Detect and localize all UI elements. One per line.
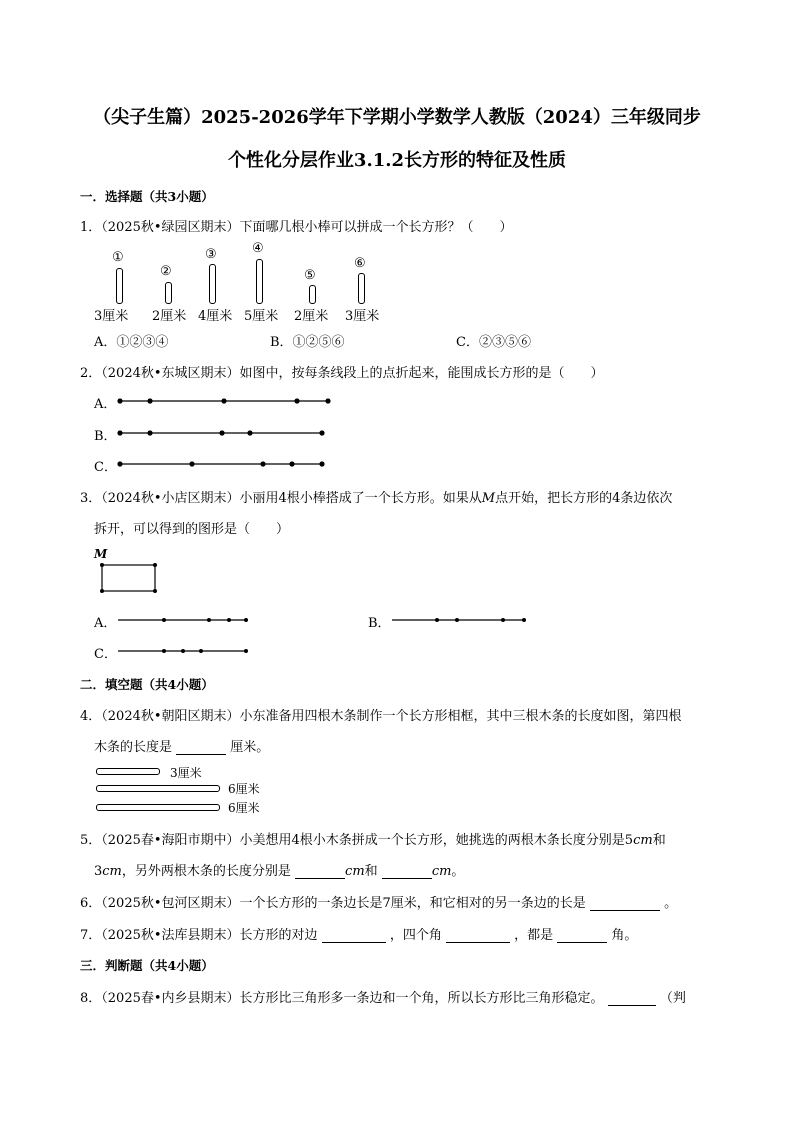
section-heading-choice: 一．选择题（共3小题） [80,189,214,204]
question-5-line2 [94,860,464,879]
question-7-answer-blank-1[interactable] [322,927,386,943]
question-8-post: （判 [659,991,686,1006]
question-7-pre: 7．（2025秋•法库县期末）长方形的对边 [80,928,318,943]
stick-4-label: 5厘米 [244,309,279,324]
stick-4-number: ④ [252,241,264,256]
stick-6-label: 3厘米 [345,309,380,324]
page-title-line1: （尖子生篇）2025-2026学年下学期小学数学人教版（2024）三年级同步 [93,107,701,128]
stick-5-number: ⑤ [304,268,316,283]
question-3-line1-post: 点开始，把长方形的4条边依次 [495,491,673,506]
question-5-end: 。 [451,864,465,879]
question-1-stem: 1．（2025秋•绿园区期末）下面哪几根小棒可以拼成一个长方形？（ ） [80,220,513,235]
section-heading-judge: 三．判断题（共4小题） [80,958,214,973]
wood-bar-3-label: 6厘米 [228,801,260,815]
question-3-option-a[interactable]: A． [94,616,117,631]
question-6 [80,892,677,911]
question-7-answer-blank-2[interactable] [446,927,510,943]
question-5-unit-1: cm [633,833,653,848]
question-3-line1-pre: 3．（2024秋•小店区期末）小丽用4根小棒搭成了一个长方形。如果从 [80,491,482,506]
question-3-line2: 拆开，可以得到的图形是（ ） [94,522,290,537]
question-5-unit-4: cm [431,864,452,879]
wood-bar-3 [96,804,220,811]
question-8 [80,987,686,1006]
question-1-option-a[interactable]: A．①②③④ [94,335,169,350]
question-5-and-1: 和 [652,833,666,848]
stick-1-label: 3厘米 [94,309,129,324]
question-6-post: 。 [664,896,678,911]
question-1-option-c[interactable]: C．②③⑤⑥ [456,335,531,350]
question-5-value-2: 3 [94,864,103,879]
wood-bar-2-label: 6厘米 [228,782,260,796]
rectangle-label-m: M [94,547,108,561]
question-7-mid2: ，都是 [514,928,554,943]
wood-bar-1-label: 3厘米 [170,766,202,780]
question-2-stem: 2．（2024秋•东城区期末）如图中，按每条线段上的点折起来，能围成长方形的是（ ） [80,366,604,381]
question-7-answer-blank-3[interactable] [557,927,607,943]
question-5-unit-2: cm [102,864,122,879]
question-3-option-b[interactable]: B． [368,616,391,631]
question-3-option-c[interactable]: C． [94,647,117,662]
question-5-and-2: 和 [364,864,378,879]
page-title-line2: 个性化分层作业3.1.2长方形的特征及性质 [227,150,567,171]
question-4-line2-post: 厘米。 [230,740,270,755]
question-6-answer-blank[interactable] [590,895,660,911]
question-5-line1-pre: 5．（2025春•海阳市期中）小美想用4根小木条拼成一个长方形，她挑选的两根木条长度分别是 [80,833,625,848]
question-7-mid1: ，四个角 [389,928,442,943]
question-8-answer-blank[interactable] [608,990,656,1006]
stick-5-label: 2厘米 [294,309,329,324]
question-1-option-b[interactable]: B．①②⑤⑥ [270,335,345,350]
question-4-line1: 4．（2024秋•朝阳区期末）小东准备用四根木条制作一个长方形相框，其中三根木条的长度如图，第四根 [80,709,682,724]
question-5-answer-blank-2[interactable] [382,863,432,879]
question-4-line2 [94,736,269,755]
wood-bar-2 [96,785,220,792]
stick-2-label: 2厘米 [152,309,187,324]
stick-3-number: ③ [205,247,217,262]
question-7-post: 角。 [611,928,638,943]
point-m: M [481,491,496,506]
question-5-unit-3: cm [345,864,365,879]
stick-3-label: 4厘米 [198,309,233,324]
question-5-answer-blank-1[interactable] [295,863,345,879]
question-2-option-b[interactable]: B． [94,429,117,444]
question-2-option-c[interactable]: C． [94,460,117,475]
question-6-pre: 6．（2025秋•包河区期末）一个长方形的一条边长是7厘米，和它相对的另一条边的长是 [80,896,586,911]
question-2-option-a[interactable]: A． [94,397,117,412]
wood-bar-1 [96,768,160,775]
question-5-line2-mid: ，另外两根木条的长度分别是 [121,864,291,879]
question-7 [80,924,637,943]
section-heading-fill: 二．填空题（共4小题） [80,677,214,692]
stick-6-number: ⑥ [354,256,366,271]
stick-1-number: ① [112,250,124,265]
question-5-value-1: 5 [624,833,634,848]
question-5-line1 [80,829,666,848]
question-8-pre: 8．（2025春•内乡县期末）长方形比三角形多一条边和一个角，所以长方形比三角形稳定。 [80,991,604,1006]
stick-2-number: ② [160,264,172,279]
question-4-answer-blank[interactable] [176,739,226,755]
question-4-line2-pre: 木条的长度是 [94,740,173,755]
